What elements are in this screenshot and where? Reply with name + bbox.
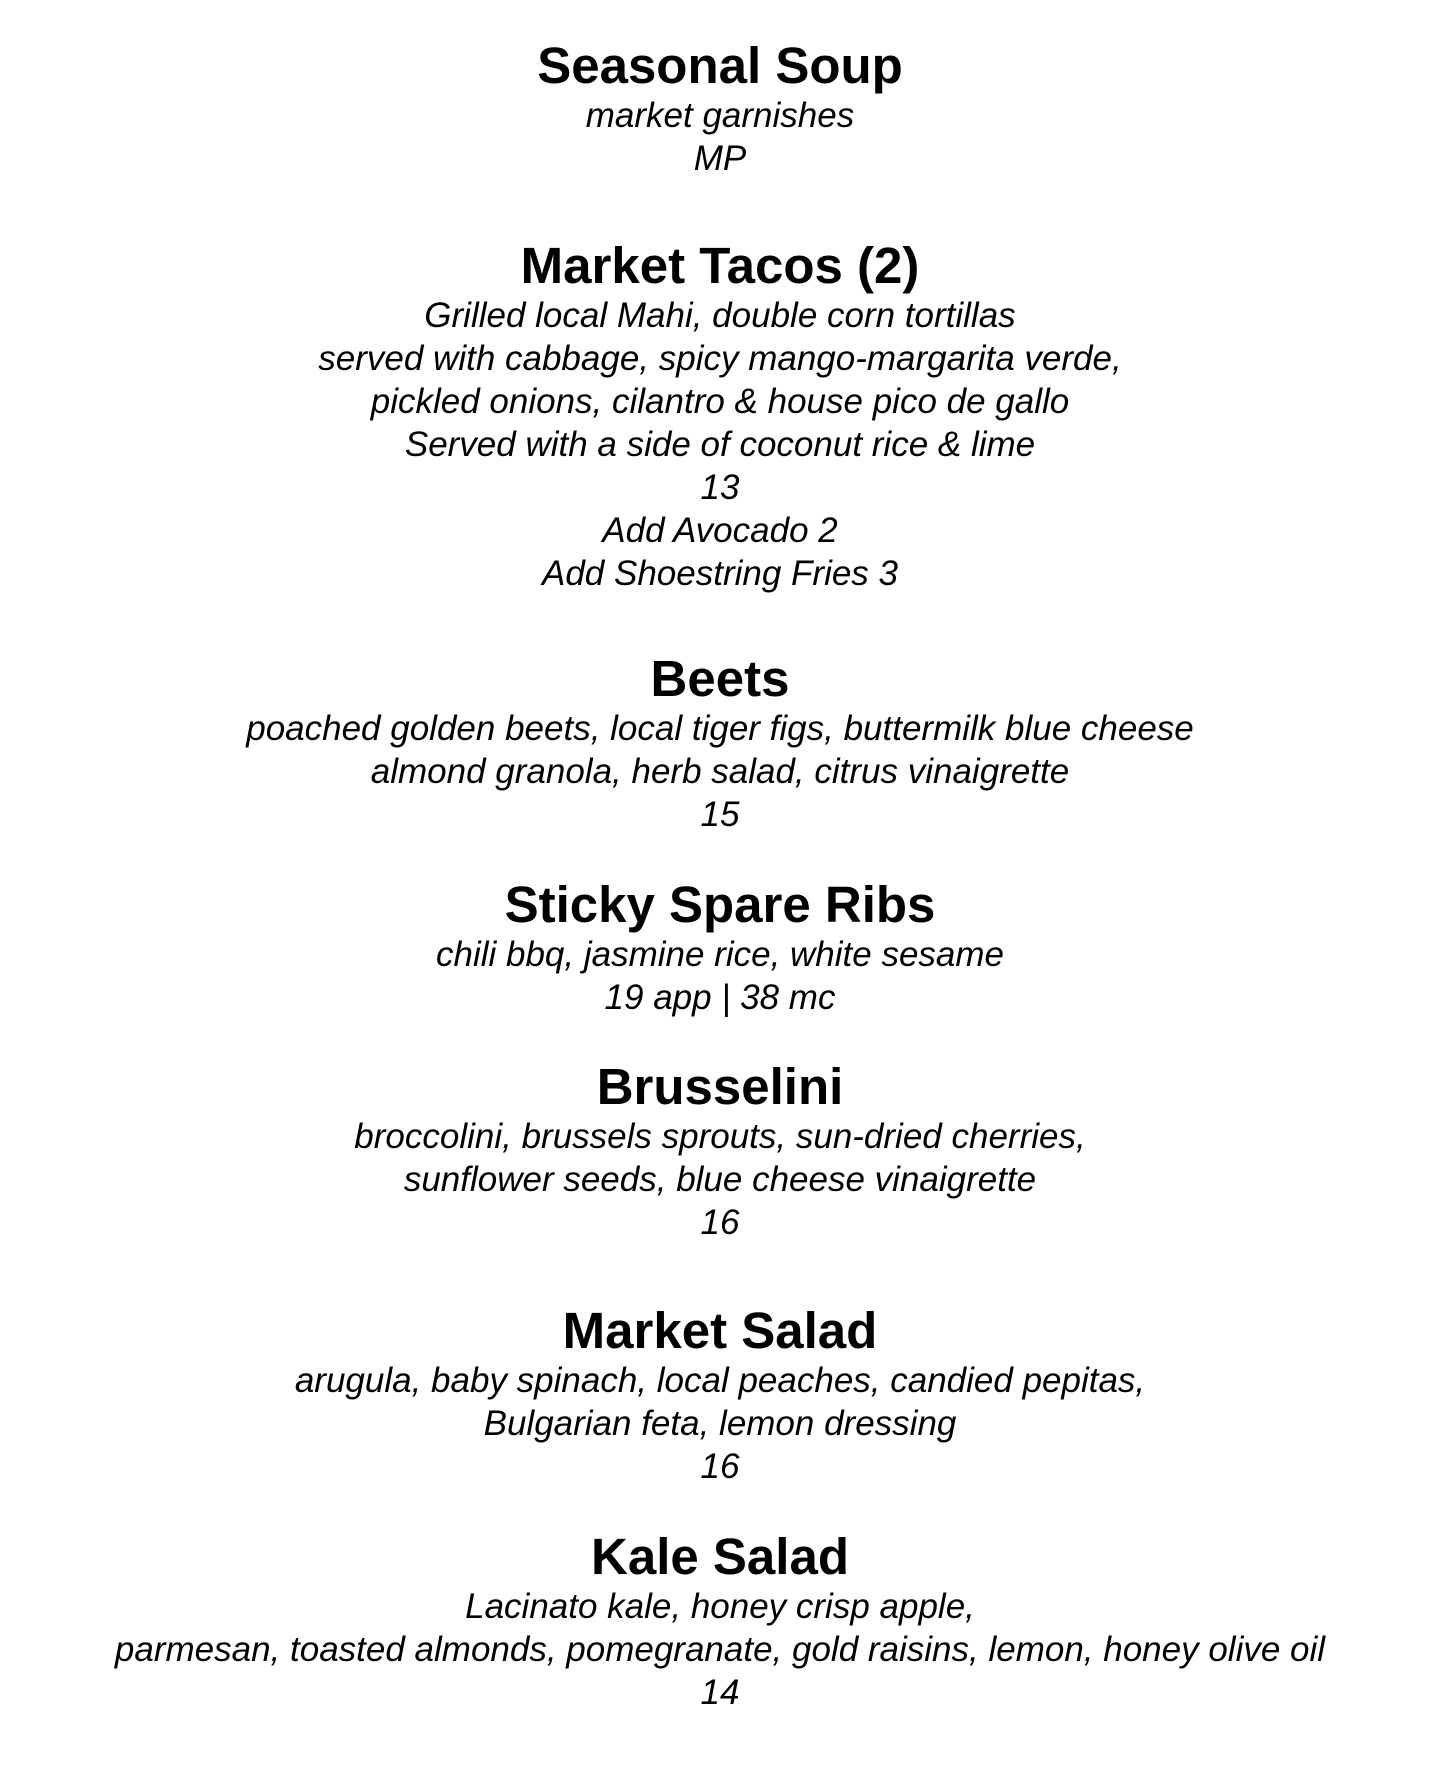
item-name: Beets	[650, 650, 790, 707]
item-description: poached golden beets, local tiger figs, buttermilk blue cheese	[246, 709, 1194, 748]
item-addon: Add Avocado 2	[602, 511, 838, 550]
item-description: served with cabbage, spicy mango-margarita verde,	[318, 339, 1122, 378]
menu-item-seasonal-soup	[0, 38, 1440, 180]
menu-item-market-salad	[0, 1303, 1440, 1488]
item-description: almond granola, herb salad, citrus vinaigrette	[370, 752, 1070, 791]
menu-item-beets	[0, 651, 1440, 836]
menu-item-kale-salad	[0, 1529, 1440, 1714]
item-description: Bulgarian feta, lemon dressing	[483, 1404, 957, 1443]
item-description: Served with a side of coconut rice & lime	[404, 425, 1036, 464]
item-description: chili bbq, jasmine rice, white sesame	[435, 935, 1004, 974]
item-price: 16	[700, 1447, 740, 1486]
item-description: market garnishes	[585, 96, 855, 135]
item-price: 16	[700, 1203, 740, 1242]
item-price: 15	[700, 795, 740, 834]
item-description: pickled onions, cilantro & house pico de gallo	[370, 382, 1070, 421]
item-name: Market Tacos (2)	[520, 237, 920, 294]
menu-item-brusselini	[0, 1059, 1440, 1244]
item-description: Grilled local Mahi, double corn tortillas	[424, 296, 1016, 335]
item-description: Lacinato kale, honey crisp apple,	[465, 1587, 975, 1626]
item-name: Market Salad	[562, 1302, 878, 1359]
item-name: Seasonal Soup	[537, 37, 903, 94]
menu-item-market-tacos	[0, 238, 1440, 595]
item-description: broccolini, brussels sprouts, sun-dried cherries,	[354, 1117, 1086, 1156]
item-price: 19 app | 38 mc	[604, 978, 836, 1017]
item-description: parmesan, toasted almonds, pomegranate, gold raisins, lemon, honey olive oil	[114, 1630, 1326, 1669]
item-price: 13	[700, 468, 740, 507]
item-price: 14	[700, 1673, 740, 1712]
item-addon: Add Shoestring Fries 3	[541, 554, 898, 593]
item-description: sunflower seeds, blue cheese vinaigrette	[403, 1160, 1037, 1199]
item-name: Brusselini	[596, 1058, 844, 1115]
item-name: Kale Salad	[591, 1528, 849, 1585]
item-description: arugula, baby spinach, local peaches, candied pepitas,	[294, 1361, 1146, 1400]
item-price: MP	[693, 139, 747, 178]
menu-item-sticky-spare-ribs	[0, 877, 1440, 1019]
item-name: Sticky Spare Ribs	[504, 876, 936, 933]
